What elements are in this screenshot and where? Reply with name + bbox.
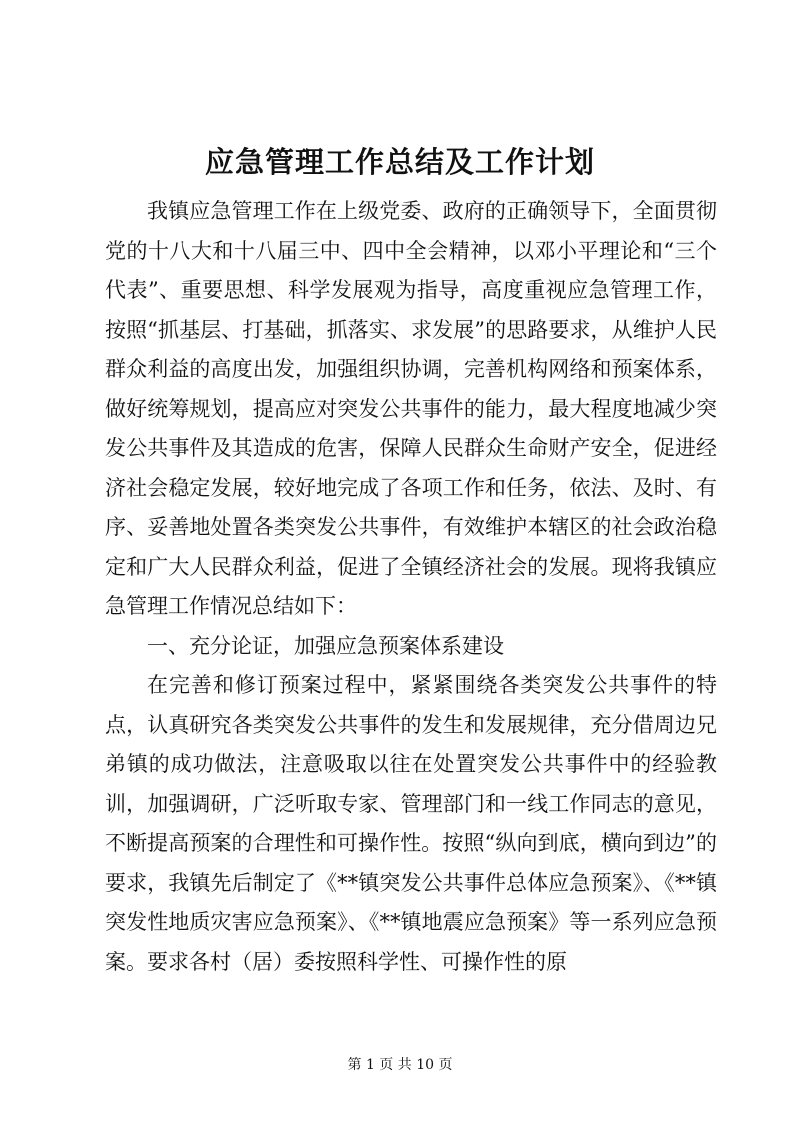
intro-paragraph: 我镇应急管理工作在上级党委、政府的正确领导下，全面贯彻党的十八大和十八届三中、四中全会精神，以邓小平理论和“三个代表”、重要思想、科学发展观为指导，高度重视应急管理工作，按照“抓基层、打基础，抓落实、求发展”的思路要求，从维护人民群众利益的高度出发，加强组织协调，完善机构网络和预案体系，做好统筹规划，提高应对突发公共事件的能力，最大程度地减少突发公共事件及其造成的危害，保障人民群众生命财产安全，促进经济社会稳定发展，较好地完成了各项工作和任务，依法、及时、有序、妥善地处置各类突发公共事件，有效维护本辖区的社会政治稳定和广大人民群众利益，促进了全镇经济社会的发展。现将我镇应急管理工作情况总结如下： <box>105 199 717 618</box>
document-body <box>105 192 717 982</box>
page-footer: 第 1 页 共 10 页 <box>347 1057 453 1073</box>
section-heading: 一、充分论证，加强应急预案体系建设 <box>147 633 504 658</box>
section-paragraph: 在完善和修订预案过程中，紧紧围绕各类突发公共事件的特点，认真研究各类突发公共事件的发生和发展规律，充分借周边兄弟镇的成功做法，注意吸取以往在处置突发公共事件中的经验教训，加强调研，广泛听取专家、管理部门和一线工作同志的意见，不断提高预案的合理性和可操作性。按照“纵向到底，横向到边”的要求，我镇先后制定了《**镇突发公共事件总体应急预案》、《**镇突发性地质灾害应急预案》、《**镇地震应急预案》等一系列应急预案。要求各村（居）委按照科学性、可操作性的原 <box>105 673 717 974</box>
document-title: 应急管理工作总结及工作计划 <box>204 145 595 179</box>
